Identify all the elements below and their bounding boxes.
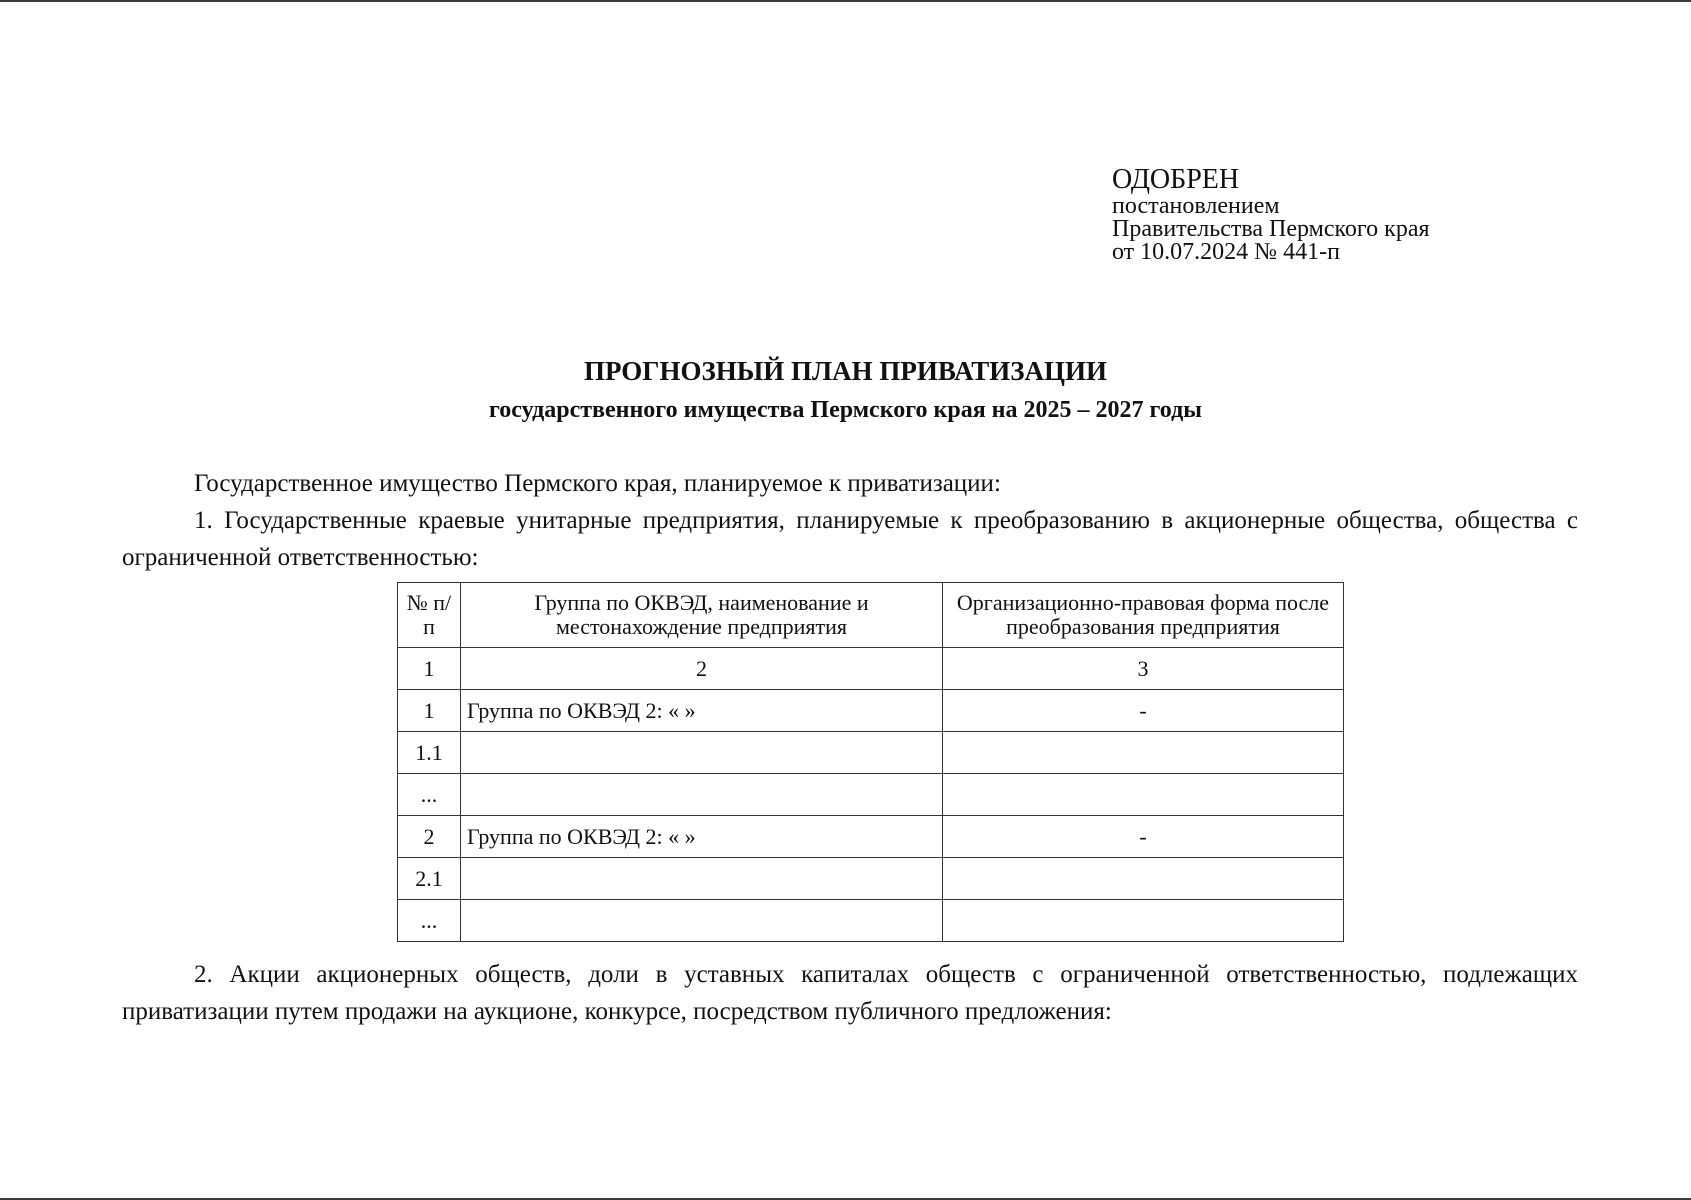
table-row — [398, 858, 1344, 900]
row-name — [461, 858, 943, 900]
approval-line-3: от 10.07.2024 № 441-п — [1112, 239, 1340, 265]
column-number-row — [398, 648, 1344, 690]
row-num: 1 — [398, 690, 461, 732]
column-number: 1 — [398, 648, 461, 690]
row-num: ... — [398, 774, 461, 816]
intro-paragraph: Государственное имущество Пермского края, планируемое к приватизации: — [194, 470, 1001, 497]
row-form — [943, 900, 1344, 942]
header-form: Организационно-правовая форма после преобразования предприятия — [943, 583, 1344, 648]
approval-line-2: Правительства Пермского края — [1112, 216, 1430, 242]
row-num: 2.1 — [398, 858, 461, 900]
row-name: Группа по ОКВЭД 2: « » — [461, 690, 943, 732]
row-name: Группа по ОКВЭД 2: « » — [461, 816, 943, 858]
table-row — [398, 732, 1344, 774]
header-name: Группа по ОКВЭД, наименование и местонахождение предприятия — [461, 583, 943, 648]
column-number: 2 — [461, 648, 943, 690]
column-number: 3 — [943, 648, 1344, 690]
item-2-paragraph: 2. Акции акционерных обществ, доли в уставных капиталах обществ с ограниченной ответственностью, подлежащих приватизации путем продажи на аукционе, конкурсе, посредством публичного предложения: — [122, 961, 1578, 1025]
enterprises-table — [397, 582, 1344, 942]
table-row — [398, 774, 1344, 816]
row-form — [943, 732, 1344, 774]
row-form: - — [943, 690, 1344, 732]
row-num: ... — [398, 900, 461, 942]
row-name — [461, 774, 943, 816]
row-form — [943, 774, 1344, 816]
document-title: ПРОГНОЗНЫЙ ПЛАН ПРИВАТИЗАЦИИ — [583, 356, 1108, 386]
table-row — [398, 690, 1344, 732]
table-row — [398, 900, 1344, 942]
approval-stamp: ОДОБРЕН — [1112, 164, 1240, 195]
approval-line-1: постановлением — [1112, 193, 1280, 219]
approval-block — [1112, 165, 1430, 264]
row-name — [461, 732, 943, 774]
document-subtitle: государственного имущества Пермского края на 2025 – 2027 годы — [488, 397, 1202, 423]
row-form — [943, 858, 1344, 900]
row-num: 1.1 — [398, 732, 461, 774]
row-name — [461, 900, 943, 942]
table-row — [398, 816, 1344, 858]
row-form: - — [943, 816, 1344, 858]
header-num: № п/п — [398, 583, 461, 648]
row-num: 2 — [398, 816, 461, 858]
scan-edge-top — [0, 0, 1691, 2]
item-1-paragraph: 1. Государственные краевые унитарные предприятия, планируемые к преобразованию в акционерные общества, общества с ограниченной ответственностью: — [122, 507, 1578, 571]
table-header-row — [398, 583, 1344, 648]
